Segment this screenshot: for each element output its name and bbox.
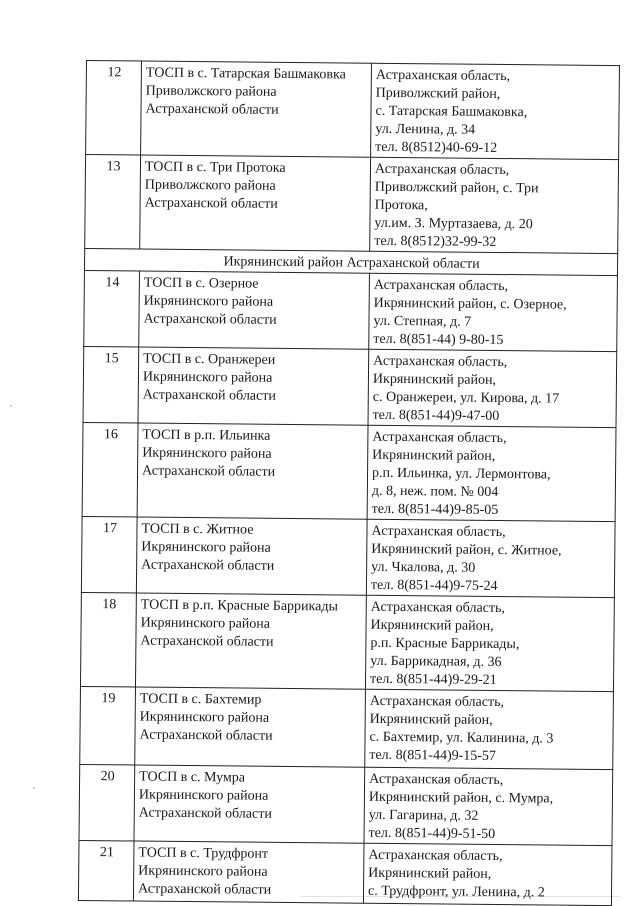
branch-name-line: Астраханской области — [137, 881, 272, 898]
address-line: Икрянинский район, с. Мумра, — [368, 789, 554, 807]
row-number: 16 — [82, 422, 138, 517]
address-line: ул. Баррикадная, д. 36 — [370, 653, 502, 671]
branch-name-cell — [140, 155, 371, 251]
branch-name-line: Икрянинского района — [138, 787, 269, 804]
address-cell — [365, 689, 614, 769]
row-number: 21 — [78, 840, 134, 901]
branch-name-cell — [137, 423, 368, 519]
branch-name-line: Астраханской области — [143, 311, 277, 328]
branch-name-line: ТОСП в с. Оранжереи — [143, 351, 276, 368]
table-row — [83, 346, 617, 427]
branch-name-line: ТОСП в с. Мумра — [139, 769, 246, 786]
table-row — [85, 155, 619, 254]
address-cell — [368, 349, 617, 427]
table-row — [84, 270, 618, 351]
address-line: Астраханская область, — [373, 277, 509, 295]
row-number: 12 — [86, 61, 142, 156]
address-line: Астраханская область, — [369, 693, 505, 711]
branch-address-table — [78, 60, 620, 906]
branch-name-line: Астраханской области — [145, 101, 279, 118]
address-line: ул. Гагарина, д. 32 — [368, 807, 479, 824]
address-line: с. Оранжереи, ул. Кирова, д. 17 — [372, 389, 560, 407]
branch-name-cell — [133, 841, 364, 903]
branch-name-cell — [138, 347, 369, 425]
row-number: 13 — [85, 155, 141, 250]
address-cell — [370, 157, 619, 253]
address-cell — [371, 63, 620, 159]
address-line: Астраханская область, — [374, 161, 510, 179]
branch-name-line: ТОСП в р.п. Красные Баррикады — [140, 597, 338, 615]
address-line: Астраханская область, — [373, 353, 508, 371]
address-cell — [364, 767, 613, 845]
branch-name-cell — [134, 765, 365, 843]
address-line: ул.им. З. Муртазаева, д. 20 — [374, 215, 533, 233]
address-line: с. Бахтемир, ул. Калинина, д. 3 — [369, 729, 554, 747]
address-line: р.п. Ильинка, ул. Лермонтова, — [371, 465, 551, 483]
branch-name-cell — [136, 517, 367, 595]
address-line: р.п. Красные Баррикады, — [370, 635, 520, 653]
branch-name-line: ТОСП в р.п. Ильинка — [142, 427, 271, 444]
branch-name-line: Астраханской области — [138, 805, 272, 822]
branch-name-line: Приволжского района — [145, 83, 277, 100]
branch-name-line: Икрянинского района — [140, 615, 271, 632]
address-line: Астраханская область, — [371, 523, 506, 541]
row-number: 17 — [81, 516, 137, 593]
branch-name-line: ТОСП в с. Житное — [141, 521, 254, 538]
address-line: ул. Степная, д. 7 — [373, 313, 472, 330]
address-line: Астраханская область, — [372, 429, 507, 447]
table-row — [80, 592, 614, 691]
row-number: 19 — [80, 686, 136, 765]
address-line: Астраханская область, — [370, 599, 505, 617]
branch-name-line: Астраханской области — [139, 727, 273, 744]
branch-name-line: Приволжского района — [144, 177, 276, 194]
branch-name-line: Астраханской области — [141, 557, 275, 574]
address-line: Икрянинский район, — [372, 371, 497, 388]
address-line: Икрянинский район, — [370, 617, 494, 634]
address-line: тел. 8(851-44)9-15-57 — [369, 747, 497, 764]
address-cell — [367, 425, 616, 521]
address-line: тел. 8(851-44)9-85-05 — [371, 501, 499, 518]
address-line: Икрянинский район, с. Озерное, — [373, 295, 567, 313]
address-cell — [363, 843, 612, 905]
branch-name-line: Икрянинского района — [142, 369, 273, 386]
address-line: с. Татарская Башмаковка, — [375, 103, 528, 121]
table-row — [79, 764, 613, 845]
address-line: тел. 8(851-44)9-47-00 — [372, 407, 500, 424]
branch-name-line: ТОСП в с. Озерное — [143, 275, 259, 292]
address-line: ул. Чкалова, д. 30 — [371, 559, 476, 576]
scan-artifact-left-lower — [33, 787, 35, 789]
branch-name-line: ТОСП в с. Трудфронт — [138, 845, 269, 862]
address-line: Астраханская область, — [369, 771, 504, 789]
table-row — [86, 61, 620, 160]
address-cell — [369, 273, 618, 351]
address-line: тел. 8(851-44)9-51-50 — [368, 825, 496, 842]
branch-name-line: Астраханской области — [142, 387, 276, 404]
branch-name-line: Астраханской области — [141, 463, 276, 480]
branch-name-cell — [139, 271, 370, 349]
address-line: Икрянинский район, — [372, 447, 496, 464]
address-cell — [366, 519, 615, 597]
branch-name-line: Астраханской области — [140, 633, 274, 650]
address-line: с. Трудфронт, ул. Ленина, д. 2 — [367, 883, 545, 901]
address-line: Астраханская область, — [368, 847, 503, 865]
table-row — [78, 840, 612, 905]
address-line: тел. 8(851-44)9-75-24 — [370, 577, 498, 594]
branch-name-line: ТОСП в с. Бахтемир — [139, 691, 262, 708]
address-cell — [365, 595, 614, 691]
address-line: ул. Ленина, д. 34 — [375, 121, 476, 138]
address-line: Икрянинский район, — [369, 711, 493, 728]
section-title: Икрянинский район Астраханской области — [84, 248, 617, 275]
branch-name-line: Икрянинского района — [141, 539, 271, 556]
address-line: Протока, — [374, 197, 428, 214]
address-line: тел. 8(8512)40-69-12 — [375, 139, 498, 156]
branch-name-line: Икрянинского района — [143, 293, 274, 310]
branch-name-line: Икрянинского района — [142, 445, 272, 462]
table-row — [81, 516, 615, 597]
branch-name-line: ТОСП в с. Татарская Башмаковка — [145, 65, 346, 83]
branch-name-cell — [135, 687, 366, 767]
address-line: тел. 8(8512)32-99-32 — [374, 233, 497, 250]
row-number: 14 — [84, 270, 140, 347]
address-line: тел. 8(851-44) 9-80-15 — [373, 331, 504, 349]
address-line: тел. 8(851-44)9-29-21 — [369, 671, 497, 688]
address-line: Астраханская область, — [375, 67, 511, 85]
branch-name-cell — [141, 61, 372, 157]
row-number: 18 — [80, 592, 136, 687]
scan-artifact-left — [10, 405, 12, 407]
address-line: Приволжский район, с. Три — [374, 179, 539, 197]
address-line: Икрянинский район, — [368, 865, 492, 882]
table-row — [82, 422, 616, 521]
branch-name-line: Икрянинского района — [139, 709, 270, 726]
row-number: 15 — [83, 346, 139, 423]
branch-name-cell — [135, 593, 366, 689]
branch-name-line: Икрянинского района — [138, 863, 268, 880]
address-line: Икрянинский район, с. Житное, — [371, 541, 562, 559]
row-number: 20 — [79, 764, 135, 841]
address-line: д. 8, неж. пом. № 004 — [371, 483, 499, 500]
table-row — [80, 686, 614, 769]
branch-name-line: Астраханской области — [144, 195, 278, 212]
address-line: Приволжский район, — [375, 85, 501, 102]
branch-name-line: ТОСП в с. Три Протока — [144, 159, 286, 176]
